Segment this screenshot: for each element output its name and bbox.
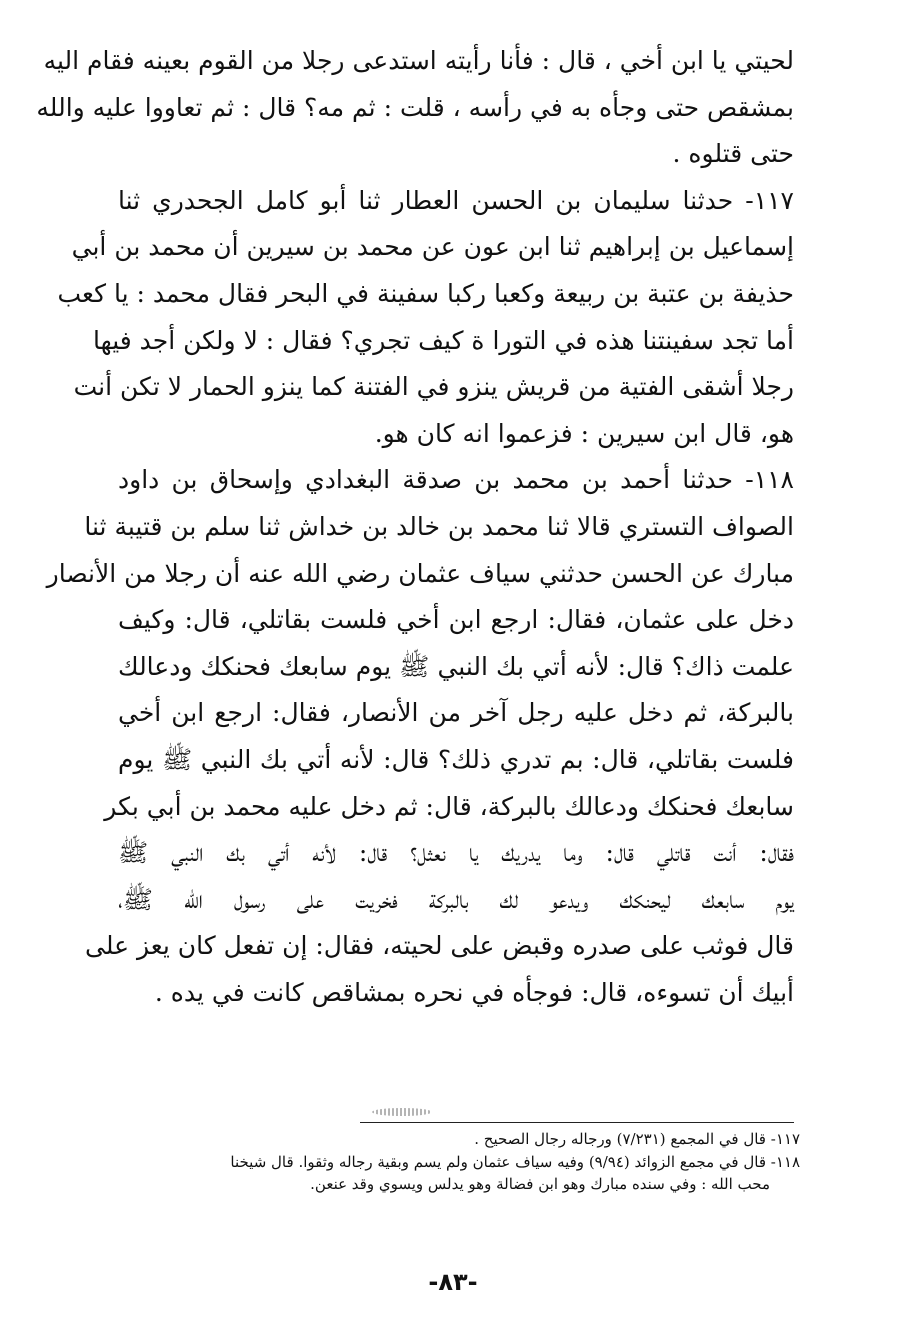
- text-line: سابعك فحنكك ودعالك بالبركة، قال: ثم دخل عليه محمد بن أبي بكر: [104, 791, 794, 821]
- text-line: إسماعيل بن إبراهيم ثنا ابن عون عن محمد بن سيرين أن محمد بن أبي: [71, 232, 794, 262]
- footnote-117: ١١٧- قال في المجمع (٧/٢٣١) ورجاله رجال الصحيح .: [474, 1130, 800, 1148]
- text-line: قال فوثب على صدره وقبض على لحيته، فقال: إن تفعل كان يعز على: [85, 931, 794, 961]
- text-line: رجلا أشقى الفتية من قريش ينزو في الفتنة كما ينزو الحمار لا تكن أنت: [73, 372, 794, 402]
- text-line: بالبركة، ثم دخل عليه رجل آخر من الأنصار، فقال: ارجع ابن أخي: [118, 698, 794, 728]
- text-line: حتى قتلوه .: [672, 139, 794, 169]
- page-number: -٨٣-: [428, 1268, 478, 1296]
- text-line: فقال: أنت قاتلي قال: وما يدريك يا نعثل؟ قال: لأنه أتي بك النبي ﷺ: [118, 838, 794, 868]
- footnotes-block: [206, 1128, 800, 1196]
- separator-ornament-icon: [372, 1108, 432, 1116]
- main-text-block: [36, 38, 794, 1016]
- text-line: أما تجد سفينتنا هذه في التورا ة كيف تجري؟ فقال : لا ولكن أجد فيها: [93, 325, 794, 355]
- text-line: يوم سابعك ليحنكك ويدعو لك بالبركة فخريت على رسول الله ﷺ،: [118, 884, 794, 914]
- footnote-118: ١١٨- قال في مجمع الزوائد (٩/٩٤) وفيه سياف عثمان ولم يسم وبقية رجاله وثقوا. قال شيخنا: [230, 1152, 800, 1171]
- text-line: حذيفة بن عتبة بن ربيعة وكعبا ركبا سفينة في البحر فقال محمد : يا كعب: [57, 278, 794, 308]
- text-line: أبيك أن تسوءه، قال: فوجأه في نحره بمشاقص كانت في يده .: [154, 977, 794, 1007]
- footnote-118-continuation: محب الله : وفي سنده مبارك وهو ابن فضالة وهو يدلس ويسوي وقد عنعن.: [310, 1175, 770, 1193]
- text-line: دخل على عثمان، فقال: ارجع ابن أخي فلست بقاتلي، قال: وكيف: [118, 605, 794, 635]
- text-line: بمشقص حتى وجأه به في رأسه ، قلت : ثم مه؟ قال : ثم تعاووا عليه والله: [36, 92, 794, 122]
- text-line: هو، قال ابن سيرين : فزعموا انه كان هو.: [374, 418, 794, 448]
- text-line: فلست بقاتلي، قال: بم تدري ذلك؟ قال: لأنه أتي بك النبي ﷺ يوم: [118, 744, 794, 774]
- hadith-118-first-line: ١١٨- حدثنا أحمد بن محمد بن صدقة البغدادي وإسحاق بن داود: [118, 465, 794, 495]
- text-line: مبارك عن الحسن حدثني سياف عثمان رضي الله عنه أن رجلا من الأنصار: [46, 558, 794, 588]
- hadith-117-first-line: ١١٧- حدثنا سليمان بن الحسن العطار ثنا أبو كامل الجحدري ثنا: [118, 185, 794, 215]
- footnote-separator: [360, 1122, 794, 1123]
- text-line: الصواف التستري قالا ثنا محمد بن خالد بن خداش ثنا سلم بن قتيبة ثنا: [84, 511, 794, 541]
- text-line: لحيتي يا ابن أخي ، قال : فأنا رأيته استدعى رجلا من القوم بعينه فقام اليه: [43, 46, 794, 75]
- text-line: علمت ذاك؟ قال: لأنه أتي بك النبي ﷺ يوم سابعك فحنكك ودعالك: [118, 651, 794, 681]
